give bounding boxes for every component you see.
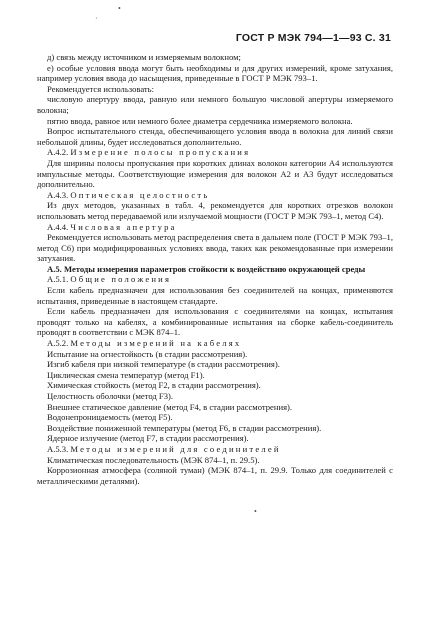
paragraph-text: Испытание на огнестойкость (в стадии рассмотрения). <box>47 348 248 359</box>
paragraph-text: Изгиб кабеля при низкой температуре (в стадии рассмотрения). <box>47 359 280 370</box>
scan-speck: • <box>254 507 257 516</box>
section-heading <box>37 147 393 158</box>
paragraph <box>37 126 393 147</box>
paragraph-text: Климатическая последовательность (МЭК 874–1, п. 29.5). <box>47 454 260 465</box>
paragraph-text: Циклическая смена температур (метод F1). <box>47 369 205 380</box>
paragraph-text: числовую апертуру ввода, равную или немного большую числовой апертуры измеряемого волокна; <box>37 94 393 115</box>
paragraph-text: Внешнее статическое давление (метод F4, в стадии рассмотрения). <box>47 401 293 412</box>
section-title: Методы измерения параметров стойкости к воздействию окружающей среды <box>63 263 366 274</box>
paragraph <box>37 116 393 127</box>
section-title: Числовая апертура <box>70 221 177 232</box>
paragraph-text: е) особые условия ввода могут быть необходимы и для других измерений, кроме затухания, например условия ввода до насыщения, приведенные в ГОСТ Р МЭК 793–1. <box>37 62 393 84</box>
paragraph-text: Если кабель предназначен для использования без соединителей на концах, применяются испытания, приведенные в настоящем стандарте. <box>37 285 393 306</box>
section-number: А.5.3. <box>47 443 71 454</box>
section-title: Оптическая целостность <box>70 189 210 200</box>
paragraph-text: Целостность оболочки (метод F3). <box>47 391 174 401</box>
paragraph-text: Водонепроницаемость (метод F5). <box>47 412 173 423</box>
document-body <box>37 52 393 486</box>
section-heading <box>37 222 393 233</box>
section-title: Общие положения <box>70 274 172 285</box>
page-header: ГОСТ Р МЭК 794—1—93 С. 31 <box>235 32 391 44</box>
paragraph <box>37 433 393 444</box>
section-title: Методы измерений для соединителей <box>70 443 281 454</box>
paragraph <box>37 370 393 381</box>
scan-speck: · <box>95 14 98 23</box>
paragraph <box>37 412 393 423</box>
paragraph-text: Из двух методов, указанных в табл. 4, рекомендуется для коротких отрезков волокон использовать метод передаваемой или излучаемой мощности (ГОСТ Р МЭК 793–1, метод С4). <box>37 200 393 221</box>
paragraph <box>37 306 393 338</box>
paragraph <box>37 285 393 306</box>
section-heading <box>37 274 393 285</box>
paragraph-text: Коррозионная атмосфера (соляной туман) (МЭК 874–1, п. 29.9. Только для соединителей с металлическими деталями). <box>37 465 393 486</box>
paragraph <box>37 84 393 95</box>
paragraph-text: Если кабель предназначен для использования с соединителями на концах, испытания проводят только на кабелях, а комбинированные испытания на сборке кабель-соединитель проводят в соответствии с МЭК 874–1. <box>37 306 393 338</box>
section-number: А.4.2. <box>47 147 71 158</box>
paragraph <box>37 455 393 466</box>
paragraph-text: Для ширины полосы пропускания при коротких длинах волокон категории А4 используются импульсные методы. Соответствующие измерения для волокон А2 и А3 будут исследоваться дополнительно. <box>37 157 393 190</box>
section-number: А.5.1. <box>47 274 71 285</box>
paragraph <box>37 158 393 190</box>
paragraph-text: Рекомендуется использовать: <box>47 83 154 94</box>
paragraph-text: Рекомендуется использовать метод распределения света в дальнем поле (ГОСТ Р МЭК 793–1, метод С6) при модифицированных условиях ввода, таких как рекомендованные при измерении затухания. <box>37 232 393 264</box>
section-heading <box>37 264 393 275</box>
section-heading <box>37 338 393 349</box>
paragraph <box>37 52 393 63</box>
paragraph <box>37 232 393 264</box>
section-heading <box>37 444 393 455</box>
paragraph <box>37 200 393 221</box>
paragraph <box>37 380 393 391</box>
paragraph-text: Вопрос испытательного стенда, обеспечивающего условия ввода в волокна для линий связи небольшой длины, будет исследоваться дополнительно. <box>37 126 393 147</box>
section-title: Методы измерений на кабелях <box>70 338 242 349</box>
paragraph-text: Воздействие пониженной температуры (метод F6, в стадии рассмотрения). <box>47 422 322 433</box>
section-number: А.4.4. <box>47 221 71 232</box>
paragraph-text: Ядерное излучение (метод F7, в стадии рассмотрения). <box>47 433 249 444</box>
section-number: А.5.2. <box>47 338 71 349</box>
paragraph <box>37 423 393 434</box>
paragraph-text: пятно ввода, равное или немного более диаметра сердечника измеряемого волокна. <box>47 115 353 126</box>
paragraph <box>37 359 393 370</box>
paragraph <box>37 94 393 115</box>
paragraph-text: д) связь между источником и измеряемым волокном; <box>47 52 241 62</box>
paragraph <box>37 349 393 360</box>
paragraph-text: Химическая стойкость (метод F2, в стадии рассмотрения). <box>47 380 261 391</box>
section-title: Измерение полосы пропускания <box>70 147 251 158</box>
paragraph <box>37 402 393 413</box>
section-heading <box>37 190 393 201</box>
paragraph <box>37 391 393 402</box>
scan-speck: • <box>118 4 121 13</box>
paragraph <box>37 465 393 486</box>
paragraph <box>37 63 393 84</box>
section-number: А.4.3. <box>47 189 71 200</box>
section-number: А.5. <box>47 263 64 274</box>
